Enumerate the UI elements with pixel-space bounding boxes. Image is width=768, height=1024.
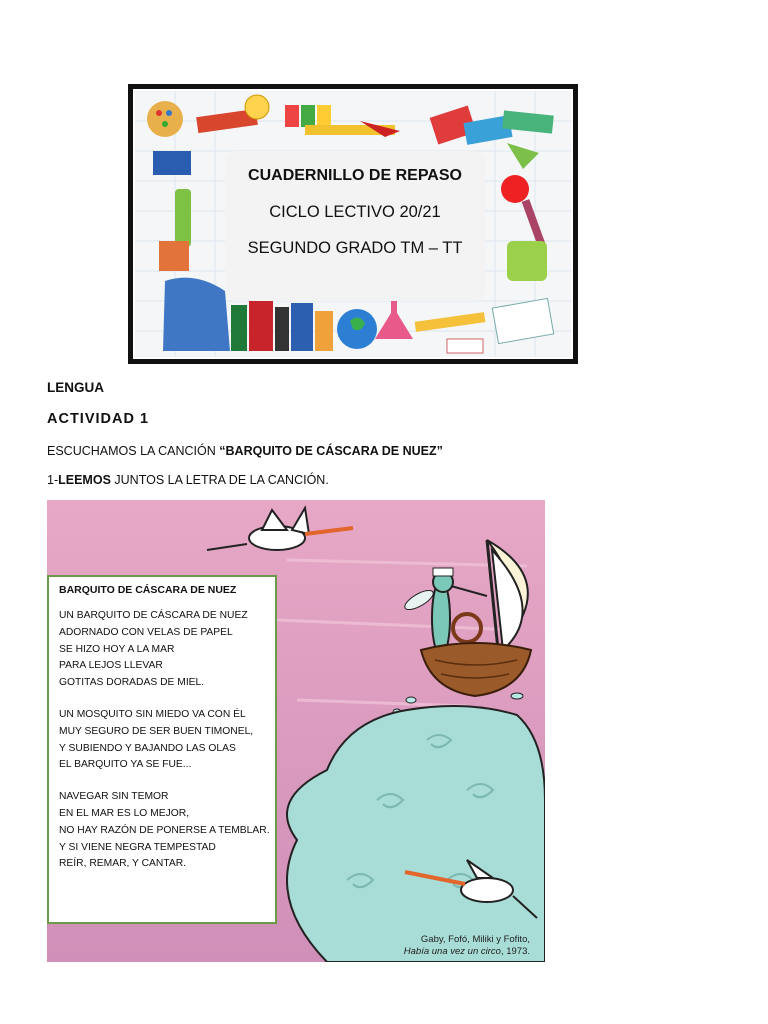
lyric-line: Y SI VIENE NEGRA TEMPESTAD xyxy=(59,841,216,853)
cover-cycle: CICLO LECTIVO 20/21 xyxy=(269,203,441,221)
stanza-2 xyxy=(59,707,265,774)
flask-icon xyxy=(375,296,413,339)
credit-authors: Gaby, Fofó, Miliki y Fofito, xyxy=(420,934,530,945)
lyric-line: ADORNADO CON VELAS DE PAPEL xyxy=(59,626,233,638)
instruction-listen-prefix: ESCUCHAMOS LA CANCIÓN xyxy=(47,444,220,458)
lyric-line: Y SUBIENDO Y BAJANDO LAS OLAS xyxy=(59,742,236,754)
instruction-verb: LEEMOS xyxy=(58,473,111,487)
cover-title: CUADERNILLO DE REPASO xyxy=(248,167,462,184)
song-title: “BARQUITO DE CÁSCARA DE NUEZ” xyxy=(219,444,443,458)
lyric-line: SE HIZO HOY A LA MAR xyxy=(59,643,175,655)
palette-icon xyxy=(147,101,183,137)
credit-year: , 1973. xyxy=(500,946,530,957)
graduation-cap-icon xyxy=(153,151,191,175)
activity-heading: ACTIVIDAD 1 xyxy=(47,411,150,427)
lyric-line: EL BARQUITO YA SE FUE... xyxy=(59,759,192,771)
instruction-listen xyxy=(47,444,443,458)
cover-panel xyxy=(133,89,573,359)
lyric-line: REÍR, REMAR, Y CANTAR. xyxy=(59,858,187,870)
lyric-line: UN MOSQUITO SIN MIEDO VA CON ÉL xyxy=(59,708,246,720)
stanza-3 xyxy=(59,789,270,873)
instruction-read xyxy=(47,473,329,487)
lyric-line: NAVEGAR SIN TEMOR xyxy=(59,791,169,803)
cover-title-box xyxy=(225,151,485,301)
stanza-1 xyxy=(59,608,265,692)
lyric-line: NO HAY RAZÓN DE PONERSE A TEMBLAR. xyxy=(59,824,270,836)
smiley-icon xyxy=(245,95,269,119)
lyric-line: UN BARQUITO DE CÁSCARA DE NUEZ xyxy=(59,610,248,621)
song-credit xyxy=(404,934,530,958)
lyrics-box xyxy=(47,575,277,924)
lyrics-title: BARQUITO DE CÁSCARA DE NUEZ xyxy=(59,584,237,596)
lyric-line: GOTITAS DORADAS DE MIEL. xyxy=(59,677,205,689)
schoolbag-icon xyxy=(507,241,547,281)
cover-frame xyxy=(128,84,578,364)
credit-source: Había una vez un circo xyxy=(403,946,501,957)
lyric-line: EN EL MAR ES LO MEJOR, xyxy=(59,807,190,819)
backpack-icon xyxy=(163,278,230,351)
lyric-line: MUY SEGURO DE SER BUEN TIMONEL, xyxy=(59,725,254,737)
apple-icon xyxy=(501,175,529,203)
instruction-number: 1- xyxy=(47,473,59,487)
cover-grade: SEGUNDO GRADO TM – TT xyxy=(247,239,463,257)
section-heading: LENGUA xyxy=(47,380,104,395)
lyric-line: PARA LEJOS LLEVAR xyxy=(59,660,163,672)
instruction-rest: JUNTOS LA LETRA DE LA CANCIÓN. xyxy=(110,473,329,487)
